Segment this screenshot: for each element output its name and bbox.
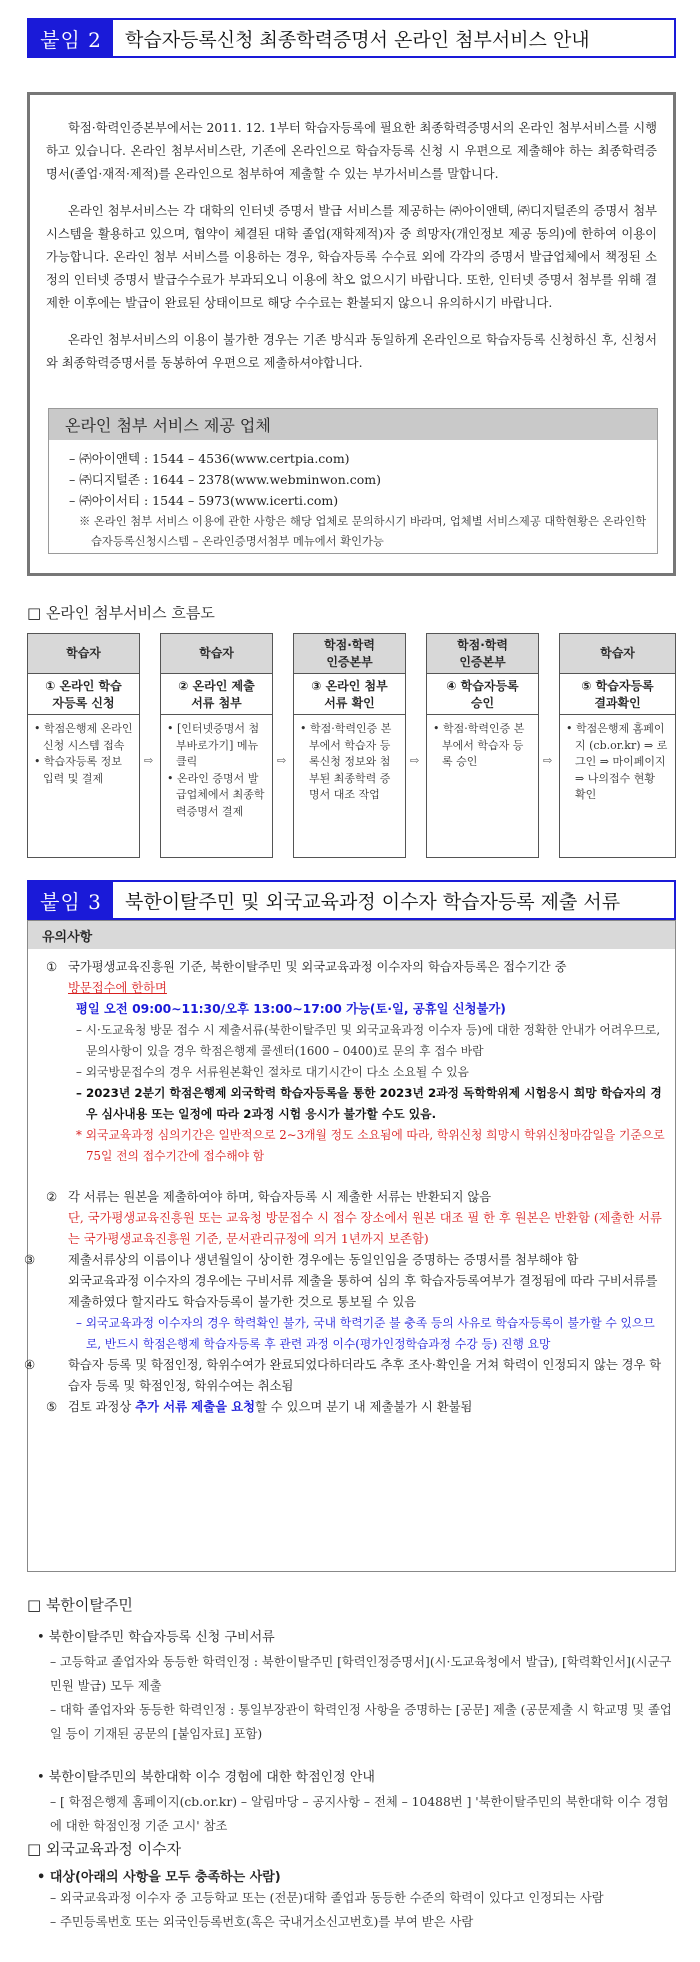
foreign-bullet: • 대상(아래의 사항을 모두 충족하는 사람) [37,1870,281,1885]
caution-item-2-red: 단, 국가평생교육진흥원 또는 교육청 방문접수 시 접수 장소에서 원본 대조 필 한 후 원본은 반환함 (제출한 서류는 국가평생교육진흥원 기준, 문서관리규정에 의거 1년까지 보존함) [68,1211,662,1246]
section3-title: 북한이탈주민 및 외국교육과정 이수자 학습자등록 제출 서류 [125,890,621,913]
flow-arrow-icon: ⇨ [410,754,420,767]
caution-text: 제출서류상의 이름이나 생년월일이 상이한 경우에는 동일인임을 증명하는 증명서를 첨부해야 함 [68,1253,579,1267]
flow-step-desc-item: • 학점은행제 홈페이지 (cb.or.kr) ⇒ 로그인 ⇒ 마이페이지 ⇒ 나의접수 현황 확인 [566,722,668,801]
north-korea-bullet-1: • 북한이탈주민 학습자등록 신청 구비서류 [37,1630,275,1645]
flow-step-desc [560,715,675,804]
flow-arrow-icon: ⇨ [144,754,154,767]
flow-step-desc [28,715,139,787]
list-item: – [ 학점은행제 홈페이지(cb.or.kr) – 알림마당 – 공지사항 – 전체 – 10488번 ] '북한이탈주민의 북한대학 이수 경험에 대한 학점인정 기준 고시' 참조 [50,1795,669,1833]
flow-step-5 [559,633,676,858]
flow-step-4 [426,633,539,858]
flow-step-desc-item: • 온라인 증명서 발급업체에서 최종학력증명서 결제 [167,771,265,818]
flow-step-desc-item: • 학점·학력인증 본부에서 학습자 등록신청 정보와 첨부된 최종학력 증명서 대조 작업 [300,722,392,801]
caution-sub-item: – 외국방문접수의 경우 서류원본확인 절차로 대기시간이 다소 소요될 수 있음 [76,1065,469,1079]
flow-step-role: 학습자 [161,634,272,674]
caution-item-2 [46,1187,665,1208]
caution-item-1-cont [46,978,665,999]
caution-item-1 [46,957,665,978]
flow-step-role: 학습자 [28,634,139,674]
item-number: ① [46,960,58,974]
flow-step-desc-item: • 학습자등록 정보 입력 및 결제 [34,755,122,785]
list-item: – 고등학교 졸업자와 동등한 학력인정 : 북한이탈주민 [학력인정증명서](시·도교육청에서 발급), [학력확인서](시군구 민원 발급) 모두 제출 [50,1655,672,1693]
caution-sub-item: – 시·도교육청 방문 접수 시 제출서류(북한이탈주민 및 외국교육과정 이수자 등)에 대한 정확한 안내가 어려우므로, 문의사항이 있을 경우 학점은행제 콜센터(1600 – 0400)로 문의 후 접수 바람 [76,1023,661,1058]
flow-step-3 [293,633,406,858]
flow-step-name: ③ 온라인 첨부 서류 확인 [294,674,405,715]
section3-tag: 붙임 3 [29,882,113,918]
provider-item: – ㈜아이앤텍 : 1544 – 4536(www.certpia.com) [69,451,350,466]
flow-step-name: ① 온라인 학습 자등록 신청 [28,674,139,715]
provider-list [49,440,657,511]
notice-paragraph-2: 온라인 첨부서비스는 각 대학의 인터넷 증명서 발급 서비스를 제공하는 ㈜아이앤텍, ㈜디지털존의 증명서 첨부 시스템을 활용하고 있으며, 협약이 체결된 대학 졸업(재학제적)자 중 희망자(개인정보 제공 동의)에 한하여 이용이 가능합니다. 온라인 첨부 서비스를 이용하는 경우, 학습자등록 수수료 외에 각각의 증명서 발급업체에서 책정된 소정의 인터넷 증명서 발급수수료가 부과되오니 이용에 착오 없으시기 바랍니다. 또한, 인터넷 증명서 첨부를 위해 결제한 이후에는 발급이 완료된 상태이므로 해당 수수료는 환불되지 않으니 유의하시기 바랍니다. [46,204,657,310]
notice-paragraph-3: 온라인 첨부서비스의 이용이 불가한 경우는 기존 방식과 동일하게 온라인으로 학습자등록 신청하신 후, 신청서와 최종학력증명서를 동봉하여 우편으로 제출하셔야합니다. [46,333,657,370]
north-korea-items-2 [50,1790,676,1838]
visit-only-text: 방문접수에 한하며 [68,981,167,995]
item-number: ③ [24,1253,36,1267]
caution-item-5 [46,1397,665,1418]
provider-note: ※ 온라인 첨부 서비스 이용에 관한 사항은 해당 업체로 문의하시기 바라며, 업체별 서비스제공 대학현황은 온라인학습자등록신청시스템 – 온라인증명서첨부 메뉴에서 확인가능 [79,515,647,548]
list-item: – 주민등록번호 또는 외국인등록번호(혹은 국내거소신고번호)를 부여 받은 사람 [50,1915,474,1929]
caution-body [24,949,675,1418]
flow-step-desc [294,715,405,804]
caution-sub-item-blue: – 외국교육과정 이수자의 경우 학력확인 불가, 국내 학력기준 불 충족 등의 사유로 학습자등록이 불가할 수 있으므로, 반드시 학점은행제 학습자등록 후 관련 과정 이수(평가인정학습과정 수강 등) 진행 요망 [76,1316,655,1351]
north-korea-items-1 [50,1650,676,1746]
north-korea-title: □ 북한이탈주민 [27,1596,133,1614]
foreign-items [50,1886,676,1934]
caution-title: 유의사항 [28,921,675,949]
section2-tag: 붙임 2 [29,20,113,56]
notice-paragraph-1: 학점·학력인증본부에서는 2011. 12. 1부터 학습자등록에 필요한 최종학력증명서의 온라인 첨부서비스를 시행하고 있습니다. 온라인 첨부서비스란, 기존에 온라인으로 학습자등록 신청 시 우편으로 제출해야 하는 최종학력증명서(졸업·재적·제적)를 온라인으로 첨부하여 제출할 수 있는 부가서비스를 말합니다. [46,121,657,181]
caution-text: 할 수 있으며 분기 내 제출불가 시 환불됨 [255,1400,473,1414]
item-number: ② [46,1190,58,1204]
flow-step-name: ④ 학습자등록 승인 [427,674,538,715]
section3-banner [27,880,676,920]
caution-text: 검토 과정상 [68,1400,132,1414]
flow-arrow-icon: ⇨ [543,754,553,767]
north-korea-bullet-2: • 북한이탈주민의 북한대학 이수 경험에 대한 학점인정 안내 [37,1770,375,1785]
flow-step-1 [27,633,140,858]
flow-step-role: 학습자 [560,634,675,674]
flow-step-desc-item: • [인터넷증명서 첨부바로가기] 메뉴클릭 [167,722,260,768]
caution-box [24,920,676,1572]
caution-item-3-b: 외국교육과정 이수자의 경우에는 구비서류 제출을 통하여 심의 후 학습자등록여부가 결정됨에 따라 구비서류를 제출하였다 할지라도 학습자등록이 불가한 것으로 통보될 수 있음 [68,1274,658,1309]
flow-step-desc-item: • 학점은행제 온라인신청 시스템 접속 [34,722,133,752]
caution-sub-item-bold: – 2023년 2분기 학점은행제 외국학력 학습자등록을 통한 2023년 2과정 독학학위제 시험응시 희망 학습자의 경우 심사내용 또는 일정에 따라 2과정 시험 응시가 불가할 수도 있음. [76,1086,662,1121]
flow-step-desc [161,715,272,820]
flow-step-name: ② 온라인 제출 서류 첨부 [161,674,272,715]
list-item: – 외국교육과정 이수자 중 고등학교 또는 (전문)대학 졸업과 동등한 수준의 학력이 있다고 인정되는 사람 [50,1891,604,1905]
caution-text: 국가평생교육진흥원 기준, 북한이탈주민 및 외국교육과정 이수자의 학습자등록은 접수기간 중 [68,960,567,974]
flow-step-desc-item: • 학점·학력인증 본부에서 학습자 등록 승인 [433,722,525,768]
item-number: ④ [24,1358,36,1372]
flow-step-role: 학점·학력 인증본부 [427,634,538,674]
provider-box-title: 온라인 첨부 서비스 제공 업체 [49,409,657,440]
provider-item: – ㈜아이서티 : 1544 – 5973(www.icerti.com) [69,493,339,508]
provider-box [48,408,658,554]
section2-banner [27,18,676,58]
flow-title: □ 온라인 첨부서비스 흐름도 [27,604,215,622]
caution-item-4 [24,1355,665,1397]
visit-hours: 평일 오전 09:00∼11:30/오후 13:00∼17:00 가능(토·일, 공휴일 신청불가) [76,1002,506,1016]
section2-title: 학습자등록신청 최종학력증명서 온라인 첨부서비스 안내 [125,28,590,51]
flow-step-name: ⑤ 학습자등록 결과확인 [560,674,675,715]
flow-step-role: 학점·학력 인증본부 [294,634,405,674]
flow-step-2 [160,633,273,858]
caution-text: 학습자 등록 및 학점인정, 학위수여가 완료되었다하더라도 추후 조사·확인을 거쳐 학력이 인정되지 않는 경우 학습자 등록 및 학점인정, 학위수여는 취소됨 [68,1358,662,1393]
flow-step-desc [427,715,538,771]
provider-item: – ㈜디지털존 : 1644 – 2378(www.webminwon.com) [69,472,381,487]
caution-sub-item-red: * 외국교육과정 심의기간은 일반적으로 2∼3개월 정도 소요됨에 따라, 학위신청 희망시 학위신청마감일을 기준으로 75일 전의 접수기간에 접수해야 함 [76,1128,665,1163]
notice-box [27,92,676,576]
caution-text: 각 서류는 원본을 제출하여야 하며, 학습자등록 시 제출한 서류는 반환되지 않음 [68,1190,492,1204]
list-item: – 대학 졸업자와 동등한 학력인정 : 통일부장관이 학력인정 사항을 증명하는 [공문] 제출 (공문제출 시 학교명 및 졸업일 등이 기재된 공문의 [붙임자료] 포함) [50,1703,672,1741]
flow-arrow-icon: ⇨ [277,754,287,767]
caution-item-3 [24,1250,665,1271]
item-number: ⑤ [46,1400,58,1414]
foreign-title: □ 외국교육과정 이수자 [27,1840,182,1858]
request-docs-text: 추가 서류 제출을 요청 [135,1400,255,1414]
